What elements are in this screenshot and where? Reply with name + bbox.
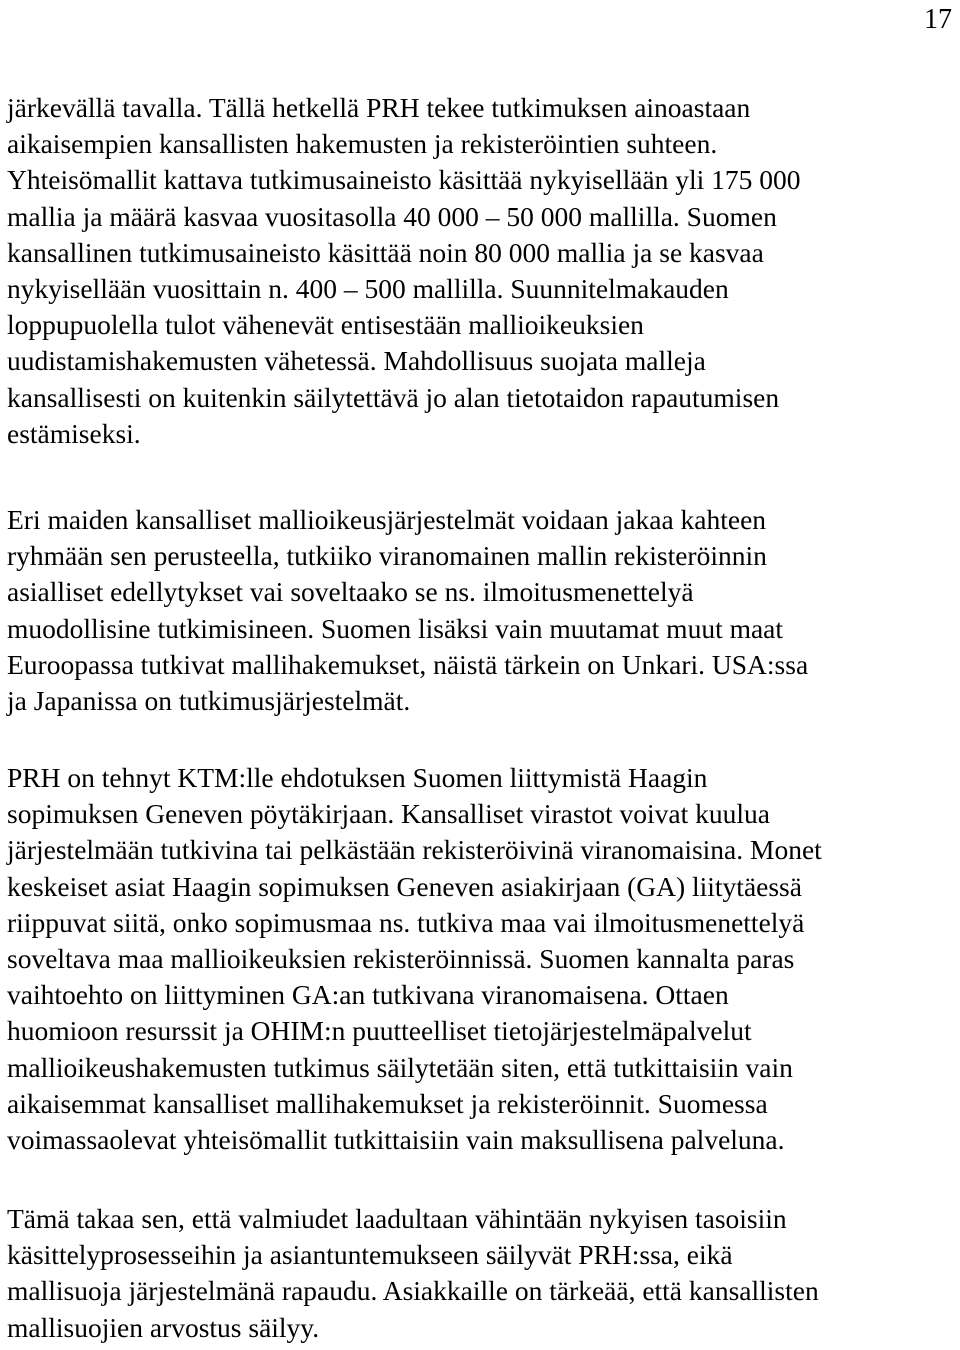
text-line: Eri maiden kansalliset mallioikeusjärjestelmät voidaan jakaa kahteen [7, 504, 767, 535]
text-line: uudistamishakemusten vähetessä. Mahdollisuus suojata malleja [7, 345, 706, 377]
text-line: vaihtoehto on liittyminen GA:an tutkivana viranomaisena. Ottaen [7, 979, 729, 1011]
text-line: keskeiset asiat Haagin sopimuksen Geneven asiakirjaan (GA) liitytäessä [7, 870, 802, 902]
text-line: ja Japanissa on tutkimusjärjestelmät. [7, 685, 411, 716]
text-line: soveltava maa mallioikeuksien rekisteröinnissä. Suomen kannalta paras [7, 943, 795, 974]
text-line: aikaisemmat kansalliset mallihakemukset ja rekisteröinnit. Suomessa [7, 1087, 768, 1119]
text-line: kansallinen tutkimusaineisto käsittää noin 80 000 mallia ja se kasvaa [7, 236, 764, 268]
page-number: 17 [924, 4, 952, 35]
text-line: sopimuksen Geneven pöytäkirjaan. Kansalliset virastot voivat kuulua [7, 798, 770, 830]
text-line: aikaisempien kansallisten hakemusten ja rekisteröintien suhteen. [7, 128, 718, 160]
text-line: muodollisine tutkimisineen. Suomen lisäksi vain muutamat muut maat [7, 612, 784, 644]
text-line: estämiseksi. [7, 417, 141, 449]
text-line: mallisuojien arvostus säilyy. [7, 1311, 320, 1343]
text-line: mallioikeushakemusten tutkimus säilytetään siten, että tutkittaisiin vain [7, 1051, 793, 1083]
text-line: nykyisellään vuosittain n. 400 – 500 mallilla. Suunnitelmakauden [7, 273, 729, 304]
text-line: riippuvat siitä, onko sopimusmaa ns. tutkiva maa vai ilmoitusmenettelyä [7, 906, 805, 938]
text-line: kansallisesti on kuitenkin säilytettävä jo alan tietotaidon rapautumisen [7, 381, 780, 413]
text-line: asialliset edellytykset vai soveltaako se ns. ilmoitusmenettelyä [7, 576, 694, 608]
text-line: käsittelyprosesseihin ja asiantuntemukseen säilyvät PRH:ssa, eikä [7, 1239, 733, 1271]
text-line: mallia ja määrä kasvaa vuositasolla 40 000 – 50 000 mallilla. Suomen [7, 200, 777, 232]
text-line: loppupuolella tulot vähenevät entisestään mallioikeuksien [7, 309, 644, 341]
text-line: mallisuoja järjestelmänä rapaudu. Asiakkaille on tärkeää, että kansallisten [7, 1275, 819, 1307]
text-line: voimassaolevat yhteisömallit tutkittaisiin vain maksullisena palveluna. [7, 1124, 785, 1155]
text-line: Tämä takaa sen, että valmiudet laadultaan vähintään nykyisen tasoisiin [7, 1203, 787, 1234]
text-line: järjestelmään tutkivina tai pelkästään rekisteröivinä viranomaisina. Monet [7, 834, 822, 866]
text-line: ryhmään sen perusteella, tutkiiko viranomainen mallin rekisteröinnin [7, 540, 767, 572]
text-line: Yhteisömallit kattava tutkimusaineisto käsittää nykyisellään yli 175 000 [7, 164, 801, 196]
text-line: PRH on tehnyt KTM:lle ehdotuksen Suomen liittymistä Haagin [7, 762, 708, 793]
text-line: Euroopassa tutkivat mallihakemukset, näistä tärkein on Unkari. USA:ssa [7, 648, 809, 680]
text-line: huomioon resurssit ja OHIM:n puutteelliset tietojärjestelmäpalvelut [7, 1015, 752, 1047]
text-line: järkevällä tavalla. Tällä hetkellä PRH tekee tutkimuksen ainoastaan [7, 92, 751, 123]
